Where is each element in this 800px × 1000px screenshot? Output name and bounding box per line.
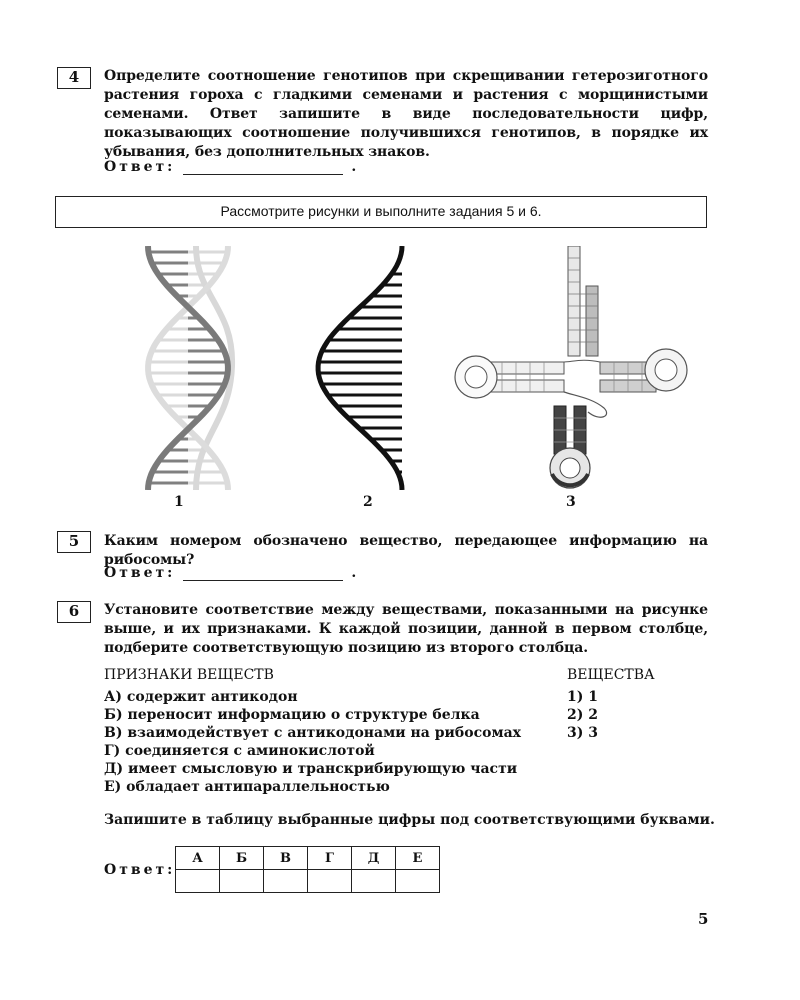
trna-figure — [452, 246, 692, 490]
property-item: Г) соединяется с аминокислотой — [104, 743, 375, 759]
answer-cell[interactable] — [220, 870, 264, 893]
substance-option: 2) 2 — [567, 707, 598, 723]
table-instruction: Запишите в таблицу выбранные цифры под соответствующими буквами. — [104, 812, 715, 828]
property-item: В) взаимодействует с антикодонами на рибосомах — [104, 725, 522, 741]
answer-label: Ответ: — [104, 862, 176, 878]
question-number-5: 5 — [57, 531, 91, 553]
answer-cell[interactable] — [352, 870, 396, 893]
answer-label: Ответ: — [104, 565, 176, 581]
dna-base-pairs — [148, 252, 227, 483]
answer-cell[interactable] — [264, 870, 308, 893]
question-number-6: 6 — [57, 601, 91, 623]
answer-label: Ответ: — [104, 159, 176, 175]
dna-figure — [138, 246, 238, 490]
answer-table-header — [176, 847, 440, 870]
question-6-text: Установите соответствие между веществами, показанными на рисунке выше, и их признаками. К каждой позиции, данной в первом столбце, подберите соответствующую позицию из второго столбца. — [104, 602, 708, 656]
figure-label-2: 2 — [363, 494, 373, 510]
rna-strand — [318, 246, 402, 490]
properties-header: ПРИЗНАКИ ВЕЩЕСТВ — [104, 667, 274, 683]
figure-label-3: 3 — [566, 494, 576, 510]
substances-header: ВЕЩЕСТВА — [567, 667, 655, 683]
dna-strand-dark — [148, 246, 228, 490]
question-5-answer: Ответ: . — [104, 565, 357, 581]
mrna-figure — [310, 246, 410, 490]
instruction-banner: Рассмотрите рисунки и выполните задания 5 и 6. — [55, 196, 707, 228]
figure-label-1: 1 — [174, 494, 184, 510]
answer-col-header: В — [264, 847, 308, 870]
property-item: А) содержит антикодон — [104, 689, 298, 705]
substance-option: 1) 1 — [567, 689, 598, 705]
property-item: Б) переносит информацию о структуре белка — [104, 707, 480, 723]
answer-col-header: Д — [352, 847, 396, 870]
dna-strand-dark-main — [148, 246, 230, 490]
dna-strand-light — [148, 246, 228, 490]
answer-cell[interactable] — [396, 870, 440, 893]
answer-col-header: Б — [220, 847, 264, 870]
answer-blank[interactable] — [183, 160, 343, 175]
question-number-4: 4 — [57, 67, 91, 89]
page-number: 5 — [698, 910, 709, 928]
substance-option: 3) 3 — [567, 725, 598, 741]
property-item: Д) имеет смысловую и транскрибирующую части — [104, 761, 518, 777]
answer-col-header: Е — [396, 847, 440, 870]
answer-col-header: Г — [308, 847, 352, 870]
answer-table-input-row — [176, 870, 440, 893]
answer-cell[interactable] — [176, 870, 220, 893]
question-4-answer: Ответ: . — [104, 159, 357, 175]
question-5-text: Каким номером обозначено вещество, передающее информацию на рибосомы? — [104, 533, 708, 568]
answer-col-header: А — [176, 847, 220, 870]
answer-blank[interactable] — [183, 566, 343, 581]
question-4-text: Определите соотношение генотипов при скрещивании гетерозиготного растения гороха с гладкими семенами и растения с морщинистыми семенами. Ответ запишите в виде последовательности цифр, показывающих соотношение получившихся генотипов, в порядке их убывания, без дополнительных знаков. — [104, 68, 708, 160]
answer-table — [175, 846, 440, 893]
answer-cell[interactable] — [308, 870, 352, 893]
property-item: Е) обладает антипараллельностью — [104, 779, 390, 795]
